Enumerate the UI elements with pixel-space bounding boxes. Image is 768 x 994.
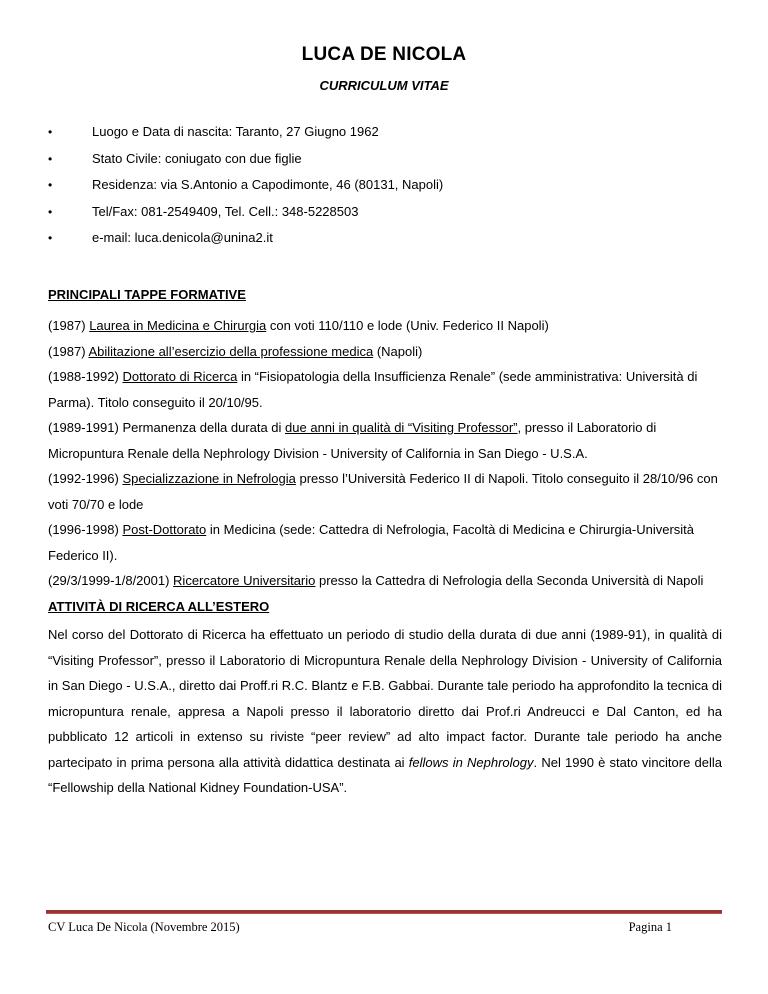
section-heading-research: ATTIVITÀ DI RICERCA ALL’ESTERO xyxy=(48,599,270,614)
list-item-birth: • Luogo e Data di nascita: Taranto, 27 Giugno 1962 xyxy=(48,124,379,139)
personal-info-list xyxy=(48,124,443,257)
footer-rule xyxy=(46,910,722,914)
formative-entries xyxy=(48,313,722,594)
bullet-icon: • xyxy=(48,231,53,245)
formative-entry-ricercatore: (29/3/1999-1/8/2001) Ricercatore Universitario presso la Cattedra di Nefrologia della Seconda Università di Napoli xyxy=(48,573,704,588)
formative-entry-visiting: (1989-1991) Permanenza della durata di due anni in qualità di “Visiting Professor”, presso il Laboratorio di Micropuntura Renale della Nephrology Division - University of California in San Diego - U.S.A. xyxy=(48,420,657,461)
bullet-icon: • xyxy=(48,204,53,219)
list-item-civil-status: • Stato Civile: coniugato con due figlie xyxy=(48,150,302,166)
list-item-email: • e-mail: luca.denicola@unina2.it xyxy=(48,230,273,245)
formative-entry-abilitazione: (1987) Abilitazione all’esercizio della professione medica (Napoli) xyxy=(48,343,423,359)
research-paragraph: Nel corso del Dottorato di Ricerca ha effettuato un periodo di studio della durata di due anni (1989-91), in qualità di “Visiting Professor”, presso il Laboratorio di Micropuntura Renale della Nephrology Division - University of California in San Diego - U.S.A., diretto dai Proff.ri R.C. Blantz e F.B. Gabbai. Durante tale periodo ha approfondito la tecnica di micropuntura renale, appresa a Napoli presso il laboratorio diretto dai Prof.ri Andreucci e Dal Canton, ed ha pubblicato 12 articoli in extenso su riviste “peer review” ad alto impact factor. Durante tale periodo ha anche partecipato in prima persona alla attività didattica destinata ai fellows in Nephrology. Nel 1990 è stato vincitore della “Fellowship della National Kidney Foundation-USA”. xyxy=(48,627,722,795)
bullet-icon: • xyxy=(48,125,53,139)
formative-entry-dottorato: (1988-1992) Dottorato di Ricerca in “Fisiopatologia della Insufficienza Renale” (sede amministrativa: Università di Parma). Titolo conseguito il 20/10/95. xyxy=(48,369,698,410)
bullet-icon: • xyxy=(48,151,53,166)
section-heading-formative: PRINCIPALI TAPPE FORMATIVE xyxy=(48,287,246,302)
footer-document-label: CV Luca De Nicola (Novembre 2015) xyxy=(48,920,240,934)
formative-entry-specializzazione: (1992-1996) Specializzazione in Nefrologia presso l’Università Federico II di Napoli. Titolo conseguito il 28/10/96 con voti 70/70 e lode xyxy=(48,471,718,512)
formative-entry-postdottorato: (1996-1998) Post-Dottorato in Medicina (sede: Cattedra di Nefrologia, Facoltà di Medicina e Chirurgia-Università Federico II). xyxy=(48,522,695,563)
document-subtitle: CURRICULUM VITAE xyxy=(319,78,449,93)
page-title: LUCA DE NICOLA xyxy=(301,44,467,65)
formative-entry-laurea: (1987) Laurea in Medicina e Chirurgia con voti 110/110 e lode (Univ. Federico II Napoli) xyxy=(48,318,549,333)
bullet-icon: • xyxy=(48,178,53,192)
list-item-residence: • Residenza: via S.Antonio a Capodimonte, 46 (80131, Napoli) xyxy=(48,177,444,192)
footer-page-number: Pagina 1 xyxy=(628,920,672,934)
list-item-phone: • Tel/Fax: 081-2549409, Tel. Cell.: 348-5228503 xyxy=(48,203,359,219)
